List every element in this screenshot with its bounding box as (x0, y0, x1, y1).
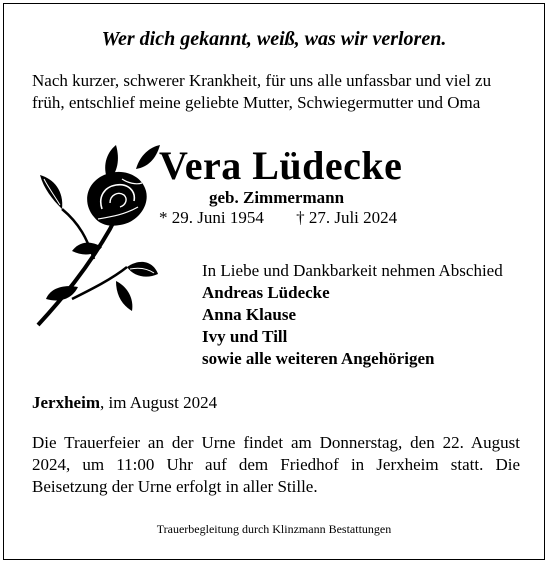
mourner-name: Ivy und Till (202, 327, 288, 346)
mourner-name: sowie alle weiteren Angehörigen (202, 349, 435, 368)
service-line: Beisetzung der Urne erfolgt in aller Stille. (32, 477, 318, 496)
place-date (32, 393, 217, 413)
mourners-intro: In Liebe und Dankbarkeit nehmen Abschied (202, 261, 503, 280)
mourner-name: Anna Klause (202, 305, 296, 324)
funeral-home-credit: Trauerbegleitung durch Klinzmann Bestattungen (156, 522, 392, 536)
life-dates (159, 208, 397, 228)
rose-icon (32, 139, 162, 334)
intro-line: Nach kurzer, schwerer Krankheit, für uns alle unfassbar und viel zu (32, 71, 492, 90)
birth-name: geb. Zimmermann (209, 188, 345, 207)
mourner-name: Andreas Lüdecke (202, 283, 330, 302)
mourners-block (202, 260, 503, 370)
service-info (32, 432, 520, 498)
obituary-notice (3, 3, 545, 560)
death-date: † 27. Juli 2024 (296, 208, 398, 227)
birth-date: * 29. Juni 1954 (159, 208, 264, 227)
deceased-name: Vera Lüdecke (159, 143, 403, 188)
intro-text (32, 70, 522, 114)
date: , im August 2024 (99, 393, 218, 412)
intro-line: früh, entschlief meine geliebte Mutter, Schwiegermutter und Oma (32, 93, 481, 112)
service-line: 2024, um 11:00 Uhr auf dem Friedhof in Jerxheim statt. Die (32, 455, 520, 474)
place: Jerxheim (32, 393, 100, 412)
service-line: Die Trauerfeier an der Urne findet am Donnerstag, den 22. August (32, 433, 520, 452)
motto: Wer dich gekannt, weiß, was wir verloren. (101, 28, 447, 50)
